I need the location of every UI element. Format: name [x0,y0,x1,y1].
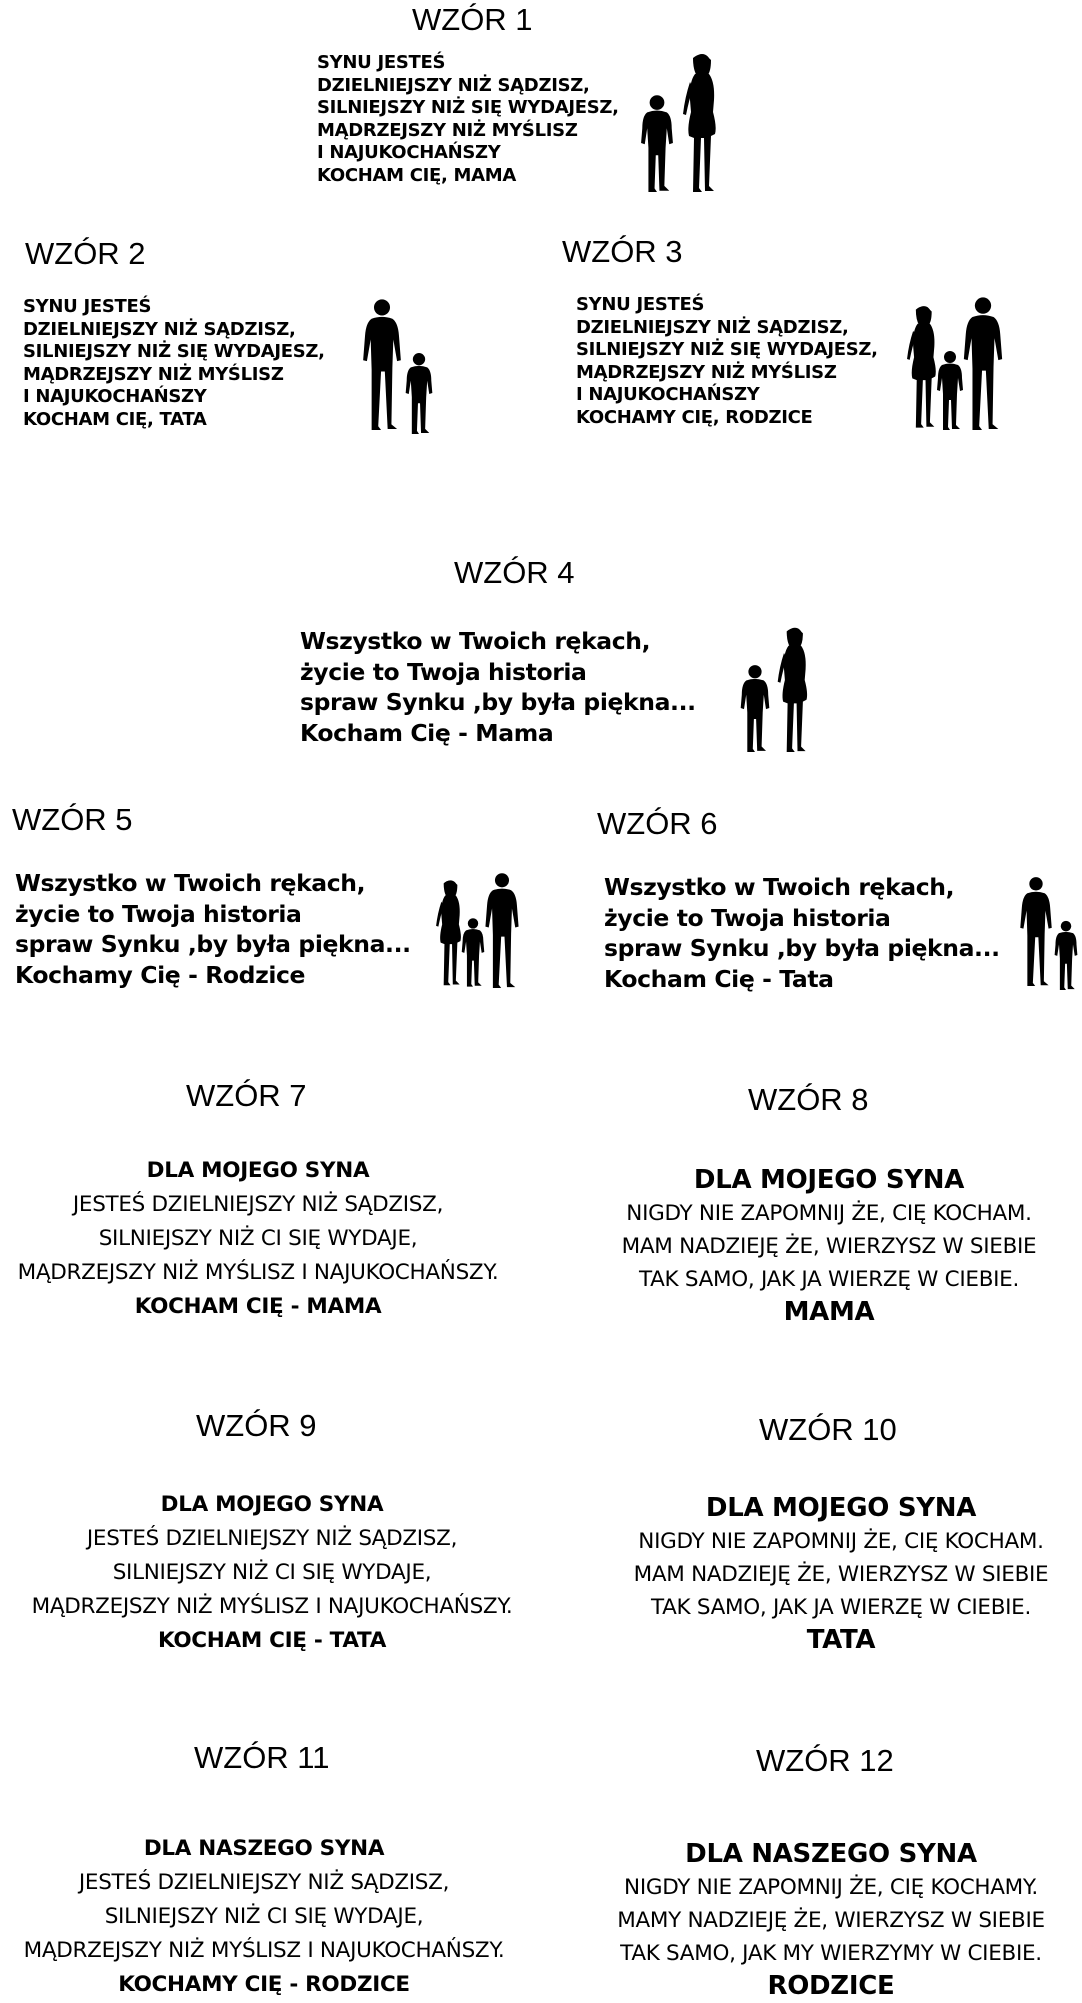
pattern-line: Wszystko w Twoich rękach, [604,873,955,901]
pattern-line: Wszystko w Twoich rękach, [15,869,366,897]
pattern-line: DZIELNIEJSZY NIŻ SĄDZISZ, [23,318,296,340]
pattern-line: MĄDRZEJSZY NIŻ MYŚLISZ I NAJUKOCHAŃSZY. [31,1594,513,1619]
pattern-line: DLA NASZEGO SYNA [143,1836,385,1861]
pattern-line: Kocham Cię - Tata [604,964,834,993]
pattern-text-6 [604,872,1000,994]
pattern-line: TATA [806,1625,876,1655]
pattern-text-11 [6,1832,522,2002]
pattern-text-10 [606,1492,1076,1657]
pattern-text-2 [23,296,325,431]
pattern-line: TAK SAMO, JAK MY WIERZYMY W CIEBIE. [620,1941,1042,1966]
pattern-title-5: WZÓR 5 [12,802,133,837]
pattern-text-5 [15,868,411,990]
pattern-title-10: WZÓR 10 [759,1412,897,1447]
pattern-line: życie to Twoja historia [300,657,587,686]
pattern-line: DLA MOJEGO SYNA [146,1158,370,1183]
pattern-text-4 [300,626,696,748]
pattern-line: DLA MOJEGO SYNA [160,1492,384,1517]
pattern-line: KOCHAMY CIĘ, RODZICE [576,406,813,428]
pattern-line: NIGDY NIE ZAPOMNIJ ŻE, CIĘ KOCHAMY. [624,1875,1038,1900]
pattern-line: SYNU JESTEŚ [23,296,152,317]
pattern-line: I NAJUKOCHAŃSZY [576,384,760,405]
pattern-title-2: WZÓR 2 [25,236,146,271]
pattern-text-8 [594,1164,1064,1329]
pattern-title-12: WZÓR 12 [756,1743,894,1778]
pattern-line: KOCHAM CIĘ, MAMA [317,164,517,186]
pattern-line: RODZICE [767,1971,895,2001]
pattern-title-3: WZÓR 3 [562,234,683,269]
pattern-line: JESTEŚ DZIELNIEJSZY NIŻ SĄDZISZ, [86,1526,458,1551]
pattern-line: MAMY NADZIEJĘ ŻE, WIERZYSZ W SIEBIE [617,1908,1045,1933]
pattern-line: SILNIEJSZY NIŻ SIĘ WYDAJESZ, [576,339,878,360]
pattern-line: KOCHAM CIĘ, TATA [23,408,207,430]
pattern-title-1: WZÓR 1 [412,2,533,37]
pattern-line: TAK SAMO, JAK JA WIERZĘ W CIEBIE. [650,1595,1032,1620]
pattern-text-9 [12,1488,532,1658]
father-son-silhouette-icon [356,298,438,434]
pattern-line: KOCHAMY CIĘ - RODZICE [118,1972,410,1997]
pattern-title-4: WZÓR 4 [454,555,575,590]
pattern-line: DLA MOJEGO SYNA [705,1493,977,1523]
pattern-line: Wszystko w Twoich rękach, [300,627,651,655]
pattern-line: I NAJUKOCHAŃSZY [23,386,207,407]
pattern-line: DLA NASZEGO SYNA [685,1839,977,1869]
pattern-line: życie to Twoja historia [604,903,891,932]
pattern-line: I NAJUKOCHAŃSZY [317,142,501,163]
pattern-line: SILNIEJSZY NIŻ SIĘ WYDAJESZ, [317,97,619,118]
pattern-line: MĄDRZEJSZY NIŻ MYŚLISZ I NAJUKOCHAŃSZY. [17,1260,499,1285]
pattern-line: SYNU JESTEŚ [317,52,446,73]
pattern-line: DZIELNIEJSZY NIŻ SĄDZISZ, [317,74,590,96]
pattern-line: SYNU JESTEŚ [576,294,705,315]
pattern-line: KOCHAM CIĘ - MAMA [134,1294,382,1319]
mother-son-silhouette-icon [738,626,818,752]
pattern-title-9: WZÓR 9 [196,1408,317,1443]
pattern-line: JESTEŚ DZIELNIEJSZY NIŻ SĄDZISZ, [78,1870,450,1895]
pattern-line: KOCHAM CIĘ - TATA [157,1628,387,1653]
pattern-line: Kocham Cię - Mama [300,718,554,747]
pattern-line: SILNIEJSZY NIŻ CI SIĘ WYDAJE, [104,1904,424,1929]
pattern-title-8: WZÓR 8 [748,1082,869,1117]
parents-son-silhouette-icon [430,872,524,988]
pattern-line: SILNIEJSZY NIŻ SIĘ WYDAJESZ, [23,341,325,362]
pattern-line: spraw Synku ,by była piękna... [300,688,696,716]
pattern-line: NIGDY NIE ZAPOMNIJ ŻE, CIĘ KOCHAM. [638,1529,1044,1554]
pattern-line: NIGDY NIE ZAPOMNIJ ŻE, CIĘ KOCHAM. [626,1201,1032,1226]
pattern-line: MAMA [783,1297,875,1327]
mother-son-silhouette-icon [638,52,728,192]
pattern-title-6: WZÓR 6 [597,806,718,841]
pattern-line: MĄDRZEJSZY NIŻ MYŚLISZ [576,361,837,383]
pattern-line: SILNIEJSZY NIŻ CI SIĘ WYDAJE, [98,1226,418,1251]
pattern-line: SILNIEJSZY NIŻ CI SIĘ WYDAJE, [112,1560,432,1585]
father-son-silhouette-icon [1014,876,1080,990]
pattern-line: MĄDRZEJSZY NIŻ MYŚLISZ [317,119,578,141]
pattern-line: MAM NADZIEJĘ ŻE, WIERZYSZ W SIEBIE [621,1234,1037,1259]
pattern-title-11: WZÓR 11 [194,1740,330,1775]
pattern-line: MĄDRZEJSZY NIŻ MYŚLISZ I NAJUKOCHAŃSZY. [23,1938,505,1963]
parents-son-silhouette-icon [900,296,1010,430]
pattern-line: MAM NADZIEJĘ ŻE, WIERZYSZ W SIEBIE [633,1562,1049,1587]
pattern-title-7: WZÓR 7 [186,1078,307,1113]
pattern-line: TAK SAMO, JAK JA WIERZĘ W CIEBIE. [638,1267,1020,1292]
pattern-text-3 [576,294,878,429]
pattern-line: spraw Synku ,by była piękna... [604,934,1000,962]
pattern-line: spraw Synku ,by była piękna... [15,930,411,958]
pattern-line: JESTEŚ DZIELNIEJSZY NIŻ SĄDZISZ, [72,1192,444,1217]
pattern-line: Kochamy Cię - Rodzice [15,960,306,989]
pattern-line: MĄDRZEJSZY NIŻ MYŚLISZ [23,363,284,385]
pattern-line: życie to Twoja historia [15,899,302,928]
pattern-text-12 [596,1838,1066,2003]
pattern-text-1 [317,52,619,187]
pattern-line: DLA MOJEGO SYNA [693,1165,965,1195]
pattern-line: DZIELNIEJSZY NIŻ SĄDZISZ, [576,316,849,338]
pattern-text-7 [0,1154,516,1324]
